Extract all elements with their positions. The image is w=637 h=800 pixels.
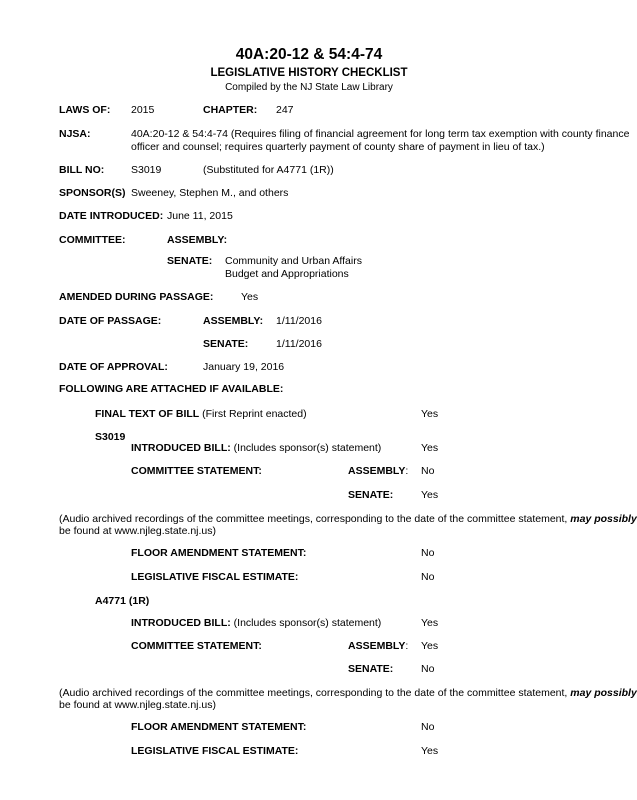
s-senate-label: SENATE: xyxy=(348,489,394,501)
page-title: 40A:20-12 & 54:4-74 xyxy=(235,46,383,63)
a-assembly-row xyxy=(348,640,408,653)
s-fiscal-label: LEGISLATIVE FISCAL ESTIMATE: xyxy=(131,571,299,583)
audio-note-2-line2: be found at www.njleg.state.nj.us) xyxy=(59,699,217,711)
s-intro-note: (Includes sponsor(s) statement) xyxy=(230,442,382,454)
s-intro-row xyxy=(131,442,381,455)
s-intro-label: INTRODUCED BILL: xyxy=(131,442,231,454)
a-assembly-label: ASSEMBLY xyxy=(348,640,406,652)
chapter-label: CHAPTER: xyxy=(203,104,258,116)
compiled-by: Compiled by the NJ State Law Library xyxy=(225,82,393,93)
audio-note-2-emph: may possibly xyxy=(570,687,637,699)
substituted-note: (Substituted for A4771 (1R)) xyxy=(203,164,334,176)
committee-senate-label: SENATE: xyxy=(167,255,213,267)
date-of-approval-value: January 19, 2016 xyxy=(203,361,285,373)
final-text-note: (First Reprint enacted) xyxy=(199,408,307,420)
chapter-value: 247 xyxy=(276,104,294,116)
a-senate-value: No xyxy=(421,663,435,675)
passage-senate-label: SENATE: xyxy=(203,338,249,350)
a-assembly-value: Yes xyxy=(421,640,439,652)
a-committee-label: COMMITTEE STATEMENT: xyxy=(131,640,262,652)
a-assembly-colon: : xyxy=(405,640,409,652)
s-floor-value: No xyxy=(421,547,435,559)
amended-label: AMENDED DURING PASSAGE: xyxy=(59,291,214,303)
date-introduced-label: DATE INTRODUCED: xyxy=(59,210,164,222)
a-bill-label: A4771 (1R) xyxy=(95,595,150,607)
committee-senate-2: Budget and Appropriations xyxy=(225,268,349,280)
passage-assembly-label: ASSEMBLY: xyxy=(203,315,264,327)
s-assembly-row xyxy=(348,465,408,478)
a-floor-value: No xyxy=(421,721,435,733)
audio-note-1-line2: be found at www.njleg.state.nj.us) xyxy=(59,525,217,537)
passage-senate-value: 1/11/2016 xyxy=(276,338,322,350)
final-text-label: FINAL TEXT OF BILL xyxy=(95,408,200,420)
njsa-line-2: officer and counsel; requires quarterly payment of county share of payment in lieu of tax.) xyxy=(131,141,545,153)
s-assembly-label: ASSEMBLY xyxy=(348,465,406,477)
audio-note-1-text: (Audio archived recordings of the committee meetings, corresponding to the date of the committee statement, xyxy=(59,513,571,525)
s-floor-label: FLOOR AMENDMENT STATEMENT: xyxy=(131,547,307,559)
njsa-line-1: 40A:20-12 & 54:4-74 (Requires filing of financial agreement for long term tax exemption with county finance xyxy=(131,128,630,140)
s-bill-label: S3019 xyxy=(95,431,126,443)
s-assembly-colon: : xyxy=(405,465,409,477)
following-label: FOLLOWING ARE ATTACHED IF AVAILABLE: xyxy=(59,383,284,395)
s-committee-label: COMMITTEE STATEMENT: xyxy=(131,465,262,477)
s-senate-value: Yes xyxy=(421,489,439,501)
committee-assembly-label: ASSEMBLY: xyxy=(167,234,228,246)
date-of-passage-label: DATE OF PASSAGE: xyxy=(59,315,162,327)
a-intro-row xyxy=(131,617,381,630)
audio-note-1-emph: may possibly xyxy=(570,513,637,525)
a-senate-label: SENATE: xyxy=(348,663,394,675)
a-floor-label: FLOOR AMENDMENT STATEMENT: xyxy=(131,721,307,733)
a-fiscal-label: LEGISLATIVE FISCAL ESTIMATE: xyxy=(131,745,299,757)
sponsors-value: Sweeney, Stephen M., and others xyxy=(131,187,289,199)
page-subtitle: LEGISLATIVE HISTORY CHECKLIST xyxy=(210,67,408,79)
laws-of-label: LAWS OF: xyxy=(59,104,111,116)
njsa-label: NJSA: xyxy=(59,128,91,140)
final-text-value: Yes xyxy=(421,408,439,420)
passage-assembly-value: 1/11/2016 xyxy=(276,315,322,327)
s-intro-value: Yes xyxy=(421,442,439,454)
date-introduced-value: June 11, 2015 xyxy=(167,210,233,222)
s-fiscal-value: No xyxy=(421,571,435,583)
a-intro-note: (Includes sponsor(s) statement) xyxy=(230,617,382,629)
bill-no-label: BILL NO: xyxy=(59,164,105,176)
a-intro-value: Yes xyxy=(421,617,439,629)
laws-of-value: 2015 xyxy=(131,104,155,116)
audio-note-2-text: (Audio archived recordings of the committee meetings, corresponding to the date of the committee statement, xyxy=(59,687,571,699)
committee-senate-1: Community and Urban Affairs xyxy=(225,255,362,267)
a-fiscal-value: Yes xyxy=(421,745,439,757)
sponsors-label: SPONSOR(S) xyxy=(59,187,126,199)
committee-label: COMMITTEE: xyxy=(59,234,126,246)
bill-no-value: S3019 xyxy=(131,164,162,176)
amended-value: Yes xyxy=(241,291,259,303)
final-text-row xyxy=(95,408,307,421)
a-intro-label: INTRODUCED BILL: xyxy=(131,617,231,629)
s-assembly-value: No xyxy=(421,465,435,477)
date-of-approval-label: DATE OF APPROVAL: xyxy=(59,361,168,373)
